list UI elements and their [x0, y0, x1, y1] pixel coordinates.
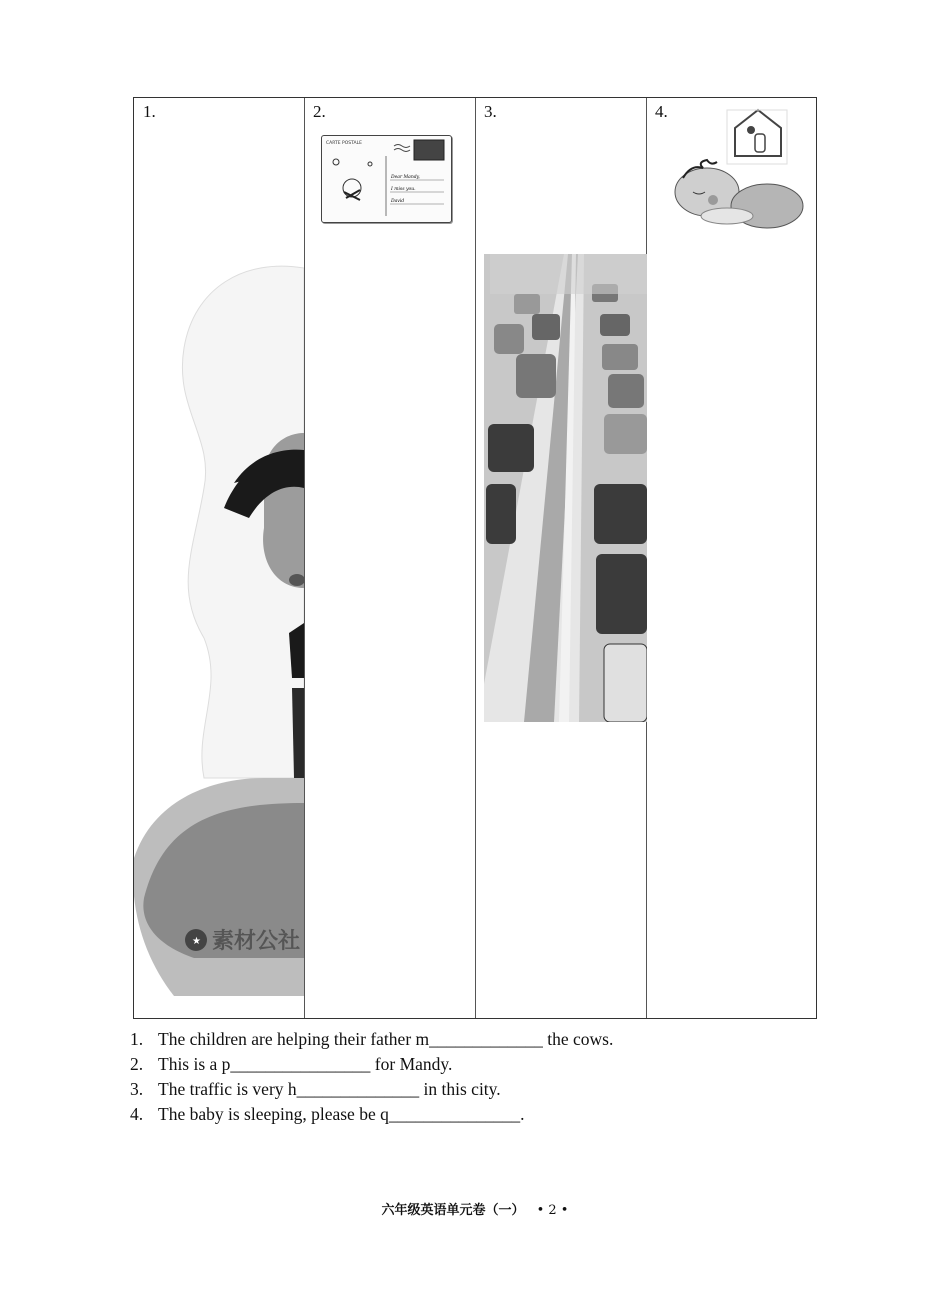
sleeping-baby-illustration [667, 108, 807, 233]
traffic-jam-image [484, 254, 647, 722]
panel-number-2: 2. [313, 102, 326, 121]
sentence-4 [130, 1102, 613, 1127]
sentence-3 [130, 1077, 613, 1102]
sentence-text: The children are helping their father m_____________ the cows. [158, 1029, 614, 1049]
footer-title: 六年级英语单元卷（一） [381, 1203, 525, 1218]
sentence-text: The baby is sleeping, please be q_______________. [158, 1104, 525, 1124]
watermark-text: 素材公社 [212, 929, 301, 954]
sentence-number: 4. [130, 1104, 144, 1124]
panel-number-4: 4. [655, 102, 668, 121]
page-footer [0, 1199, 950, 1218]
postcard-illustration [322, 136, 451, 222]
column-divider [475, 98, 476, 1018]
postcard-body: I miss you. [391, 187, 416, 192]
picture-table [133, 97, 817, 1019]
sentence-text: This is a p________________ for Mandy. [158, 1054, 453, 1074]
sentence-1 [130, 1027, 613, 1052]
panel-number-1: 1. [143, 102, 156, 121]
postcard-image [321, 135, 452, 223]
postcard-sign: David [391, 199, 405, 204]
cartoon-boy-illustration [134, 258, 304, 996]
postcard-greeting: Dear Mandy, [391, 175, 420, 180]
traffic-jam-photo [484, 254, 647, 722]
column-divider [304, 98, 305, 1018]
svg-text:★: ★ [192, 936, 201, 947]
cartoon-boy-image [134, 258, 304, 996]
sentence-number: 2. [130, 1054, 144, 1074]
fill-in-sentences [130, 1027, 613, 1127]
page-number: • 2 • [536, 1203, 569, 1218]
sentence-number: 1. [130, 1029, 144, 1049]
sentence-number: 3. [130, 1079, 144, 1099]
sentence-2 [130, 1052, 613, 1077]
panel-number-3: 3. [484, 102, 497, 121]
sleeping-baby-image [667, 108, 807, 233]
postcard-header: CARTE POSTALE [326, 141, 362, 146]
sentence-text: The traffic is very h______________ in this city. [158, 1079, 501, 1099]
shush-icon [747, 126, 755, 134]
